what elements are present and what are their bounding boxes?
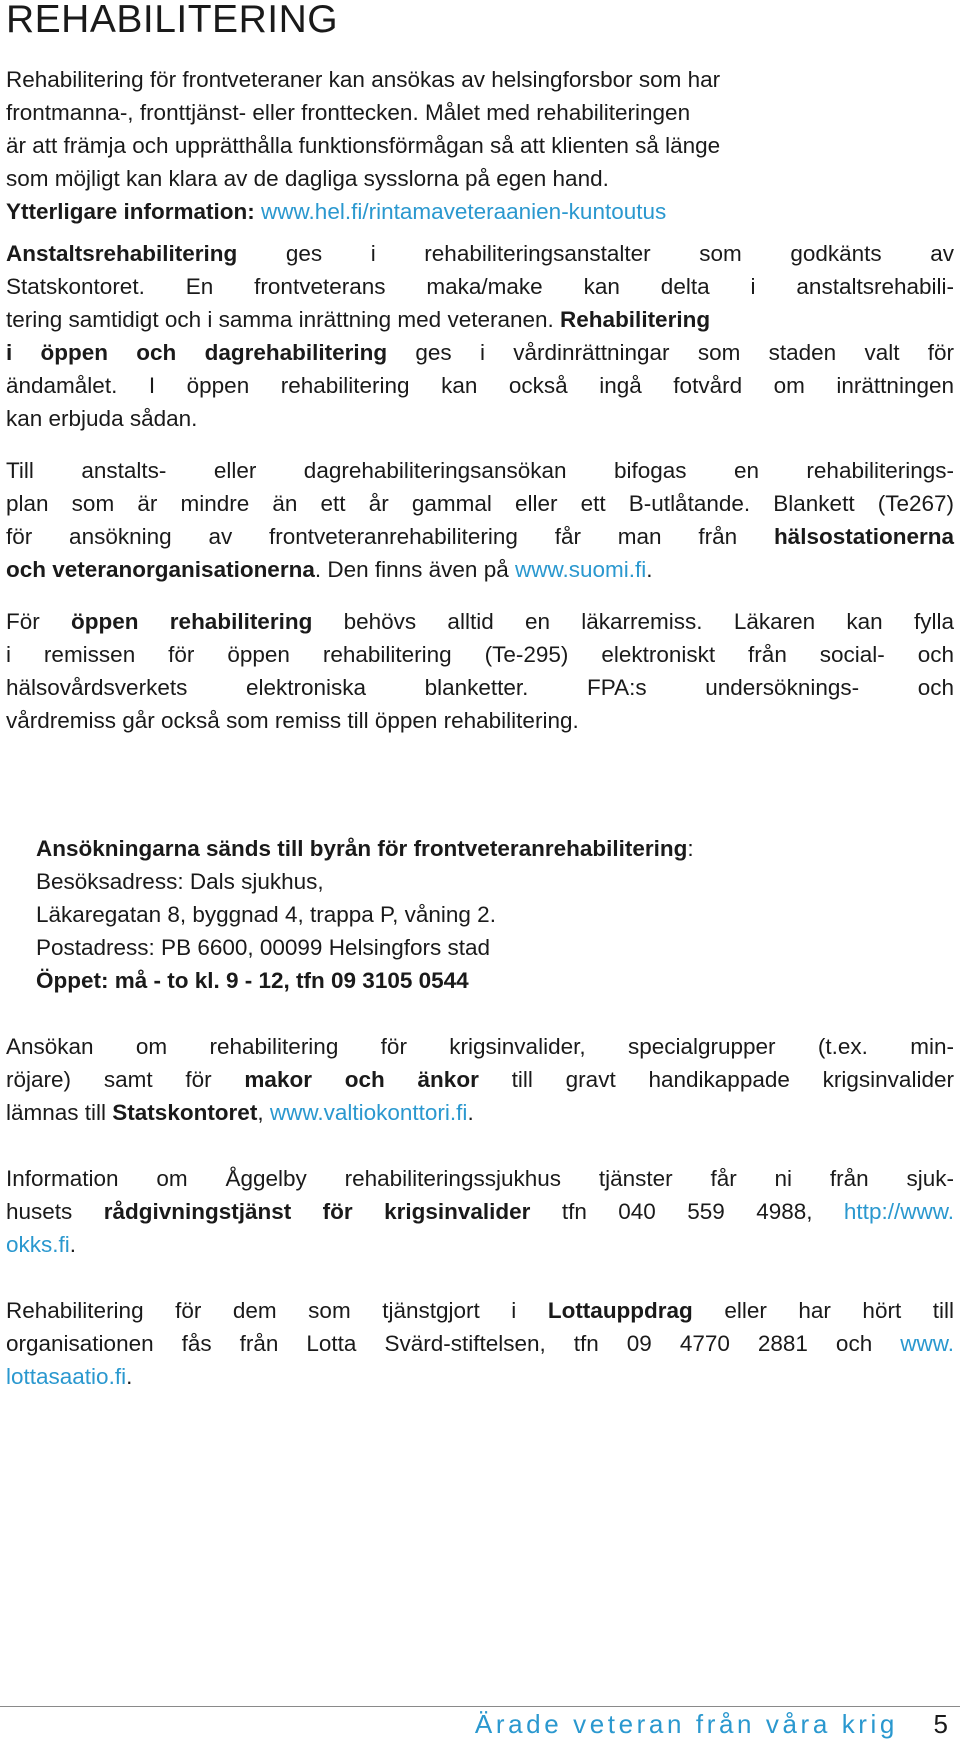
valtiokonttori-link[interactable]: www.valtiokonttori.fi <box>269 1100 468 1125</box>
text-span: till gravt handikappade krigsinvalider <box>511 1067 954 1092</box>
text-line <box>6 553 954 586</box>
text-span: , <box>257 1100 264 1125</box>
text-span: . <box>69 1232 77 1257</box>
lotta-paragraph <box>6 1294 954 1393</box>
text-line: ändamålet. I öppen rehabilitering kan också ingå fotvård om inrättningen <box>6 373 954 398</box>
bold-term: Ansökningarna sänds till byrån för frontveteranrehabilitering <box>36 836 688 861</box>
okks-link-part2[interactable]: okks.fi <box>6 1232 70 1257</box>
text-line <box>6 1228 954 1261</box>
text-line: Ansökan om rehabilitering för krigsinvalider, specialgrupper (t.ex. min- <box>6 1034 954 1059</box>
bold-term: Öppet: må - to kl. 9 - 12, tfn 09 3105 0544 <box>36 968 469 993</box>
text-line: i remissen för öppen rehabilitering (Te-295) elektroniskt från social- och <box>6 642 954 667</box>
bold-term: makor och änkor <box>244 1067 479 1092</box>
text-line <box>6 1096 954 1129</box>
text-line: Information om Åggelby rehabiliteringssjukhus tjänster får ni från sjuk- <box>6 1166 954 1191</box>
bold-term: Lottauppdrag <box>547 1298 693 1323</box>
text-line: som möjligt kan klara av de dagliga sysslorna på egen hand. <box>6 166 609 191</box>
text-line <box>6 1294 954 1327</box>
bold-term: och veteranorganisationerna <box>6 557 315 582</box>
address-heading <box>36 832 936 865</box>
text-span: ges i rehabiliteringsanstalter som godkänts av <box>237 241 954 266</box>
text-span: röjare) samt för <box>6 1067 212 1092</box>
page-title: REHABILITERING <box>6 0 339 41</box>
visit-address: Besöksadress: Dals sjukhus, <box>36 869 324 894</box>
text-line: plan som är mindre än ett år gammal eller ett B-utlåtande. Blankett (Te267) <box>6 491 954 516</box>
okks-link-part1[interactable]: http://www. <box>843 1199 954 1224</box>
bold-term: Statskontoret <box>112 1100 258 1125</box>
lotta-link-part2[interactable]: lottasaatio.fi <box>6 1364 127 1389</box>
text-span: . Den finns även på <box>314 557 509 582</box>
hospital-paragraph <box>6 1162 954 1261</box>
text-line <box>6 1360 954 1393</box>
street-address: Läkaregatan 8, byggnad 4, trappa P, våning 2. <box>36 902 496 927</box>
intro-paragraph <box>6 63 954 228</box>
bold-term: hälsostationerna <box>773 524 954 549</box>
text-line: vårdremiss går också som remiss till öppen rehabilitering. <box>6 708 579 733</box>
bold-term: Anstaltsrehabilitering <box>6 241 238 266</box>
text-span: behövs alltid en läkarremiss. Läkaren kan fylla <box>343 609 954 634</box>
info-link[interactable]: www.hel.fi/rintamaveteraanien-kuntoutus <box>261 199 667 224</box>
footer-title: Ärade veteran från våra krig <box>474 1709 898 1739</box>
bold-term: i öppen och dagrehabilitering <box>6 340 388 365</box>
text-span: För <box>6 609 40 634</box>
text-span: ges i vårdinrättningar som staden valt för <box>387 340 954 365</box>
opening-hours <box>36 964 936 997</box>
bold-term: rådgivningstjänst för krigsinvalider <box>103 1199 531 1224</box>
text-span: . <box>126 1364 133 1389</box>
suomi-link[interactable]: www.suomi.fi <box>515 557 647 582</box>
text-line: kan erbjuda sådan. <box>6 406 198 431</box>
text-span: tering samtidigt och i samma inrättning med veteranen. <box>6 307 554 332</box>
text-line <box>6 237 954 270</box>
text-line <box>6 1327 954 1360</box>
address-block <box>36 832 936 997</box>
text-span: för ansökning av frontveteranrehabilitering får man från <box>6 524 738 549</box>
bold-term: Rehabilitering <box>560 307 711 332</box>
text-span: : <box>687 836 694 861</box>
text-line <box>6 1063 954 1096</box>
text-line <box>6 520 954 553</box>
text-span: lämnas till <box>6 1100 107 1125</box>
referral-paragraph <box>6 605 954 737</box>
text-line <box>6 303 954 336</box>
postal-address: Postadress: PB 6600, 00099 Helsingfors stad <box>36 935 491 960</box>
lotta-link-part1[interactable]: www. <box>900 1331 954 1356</box>
text-line: Rehabilitering för frontveteraner kan ansökas av helsingforsbor som har <box>6 67 721 92</box>
text-span: tfn 040 559 4988, <box>561 1199 813 1224</box>
info-line <box>6 195 954 228</box>
text-line <box>6 605 954 638</box>
text-line <box>6 1195 954 1228</box>
text-span: organisationen fås från Lotta Svärd-stiftelsen, tfn 09 4770 2881 och <box>6 1331 873 1356</box>
text-line: Till anstalts- eller dagrehabiliteringsansökan bifogas en rehabiliterings- <box>6 458 954 483</box>
text-line <box>6 336 954 369</box>
bold-term: öppen rehabilitering <box>71 609 313 634</box>
text-line: hälsovårdsverkets elektroniska blanketter. FPA:s undersöknings- och <box>6 675 954 700</box>
page-number: 5 <box>933 1709 948 1739</box>
text-span: eller har hört till <box>724 1298 954 1323</box>
application-paragraph <box>6 454 954 586</box>
text-line: frontmanna-, fronttjänst- eller fronttecken. Målet med rehabiliteringen <box>6 100 691 125</box>
info-label: Ytterligare information: <box>6 199 255 224</box>
text-line: Statskontoret. En frontveterans maka/make kan delta i anstaltsrehabili- <box>6 274 954 299</box>
text-span: Rehabilitering för dem som tjänstgjort i <box>6 1298 517 1323</box>
footer-divider <box>0 1706 960 1707</box>
text-span: husets <box>6 1199 73 1224</box>
text-line: är att främja och upprätthålla funktionsförmågan så att klienten så länge <box>6 133 721 158</box>
war-invalids-paragraph <box>6 1030 954 1129</box>
institution-paragraph <box>6 237 954 435</box>
text-span: . <box>467 1100 474 1125</box>
text-span: . <box>646 557 653 582</box>
